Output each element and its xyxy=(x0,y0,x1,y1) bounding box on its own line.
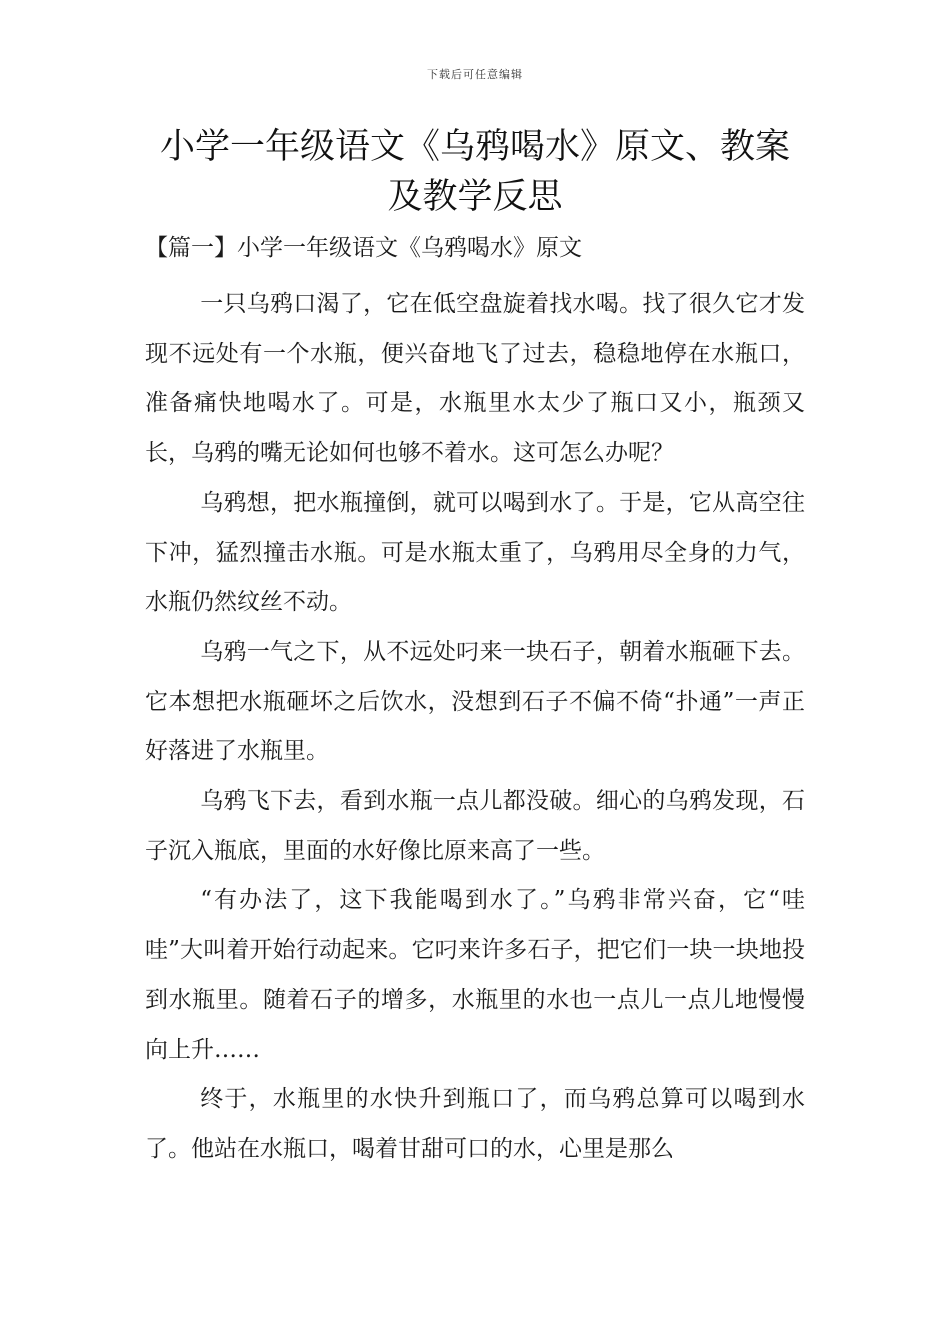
paragraph: 终于，水瓶里的水快升到瓶口了，而乌鸦总算可以喝到水了。他站在水瓶口，喝着甘甜可口的水，心里是那么 xyxy=(145,1086,805,1162)
header-note: 下载后可任意编辑 xyxy=(427,68,523,81)
paragraph: 乌鸦一气之下，从不远处叼来一块石子，朝着水瓶砸下去。它本想把水瓶砸坏之后饮水，没想到石子不偏不倚“扑通”一声正好落进了水瓶里。 xyxy=(145,638,805,765)
paragraph: 乌鸦飞下去，看到水瓶一点儿都没破。细心的乌鸦发现，石子沉入瓶底，里面的水好像比原来高了一些。 xyxy=(145,788,805,864)
paragraph: 乌鸦想，把水瓶撞倒，就可以喝到水了。于是，它从高空往下冲，猛烈撞击水瓶。可是水瓶太重了，乌鸦用尽全身的力气，水瓶仍然纹丝不动。 xyxy=(145,489,805,616)
document-body xyxy=(145,280,805,1175)
document-title: 小学一年级语文《乌鸦喝水》原文、教案及教学反思 xyxy=(159,127,790,217)
section-heading: 【篇一】小学一年级语文《乌鸦喝水》原文 xyxy=(145,235,582,261)
paragraph: “有办法了，这下我能喝到水了。”乌鸦非常兴奋，它“哇哇”大叫着开始行动起来。它叼来许多石子，把它们一块一块地投到水瓶里。随着石子的增多，水瓶里的水也一点儿一点儿地慢慢向上升…… xyxy=(145,887,805,1063)
paragraph: 一只乌鸦口渴了，它在低空盘旋着找水喝。找了很久它才发现不远处有一个水瓶，便兴奋地飞了过去，稳稳地停在水瓶口，准备痛快地喝水了。可是，水瓶里水太少了瓶口又小，瓶颈又长，乌鸦的嘴无论如何也够不着水。这可怎么办呢？ xyxy=(145,291,805,467)
